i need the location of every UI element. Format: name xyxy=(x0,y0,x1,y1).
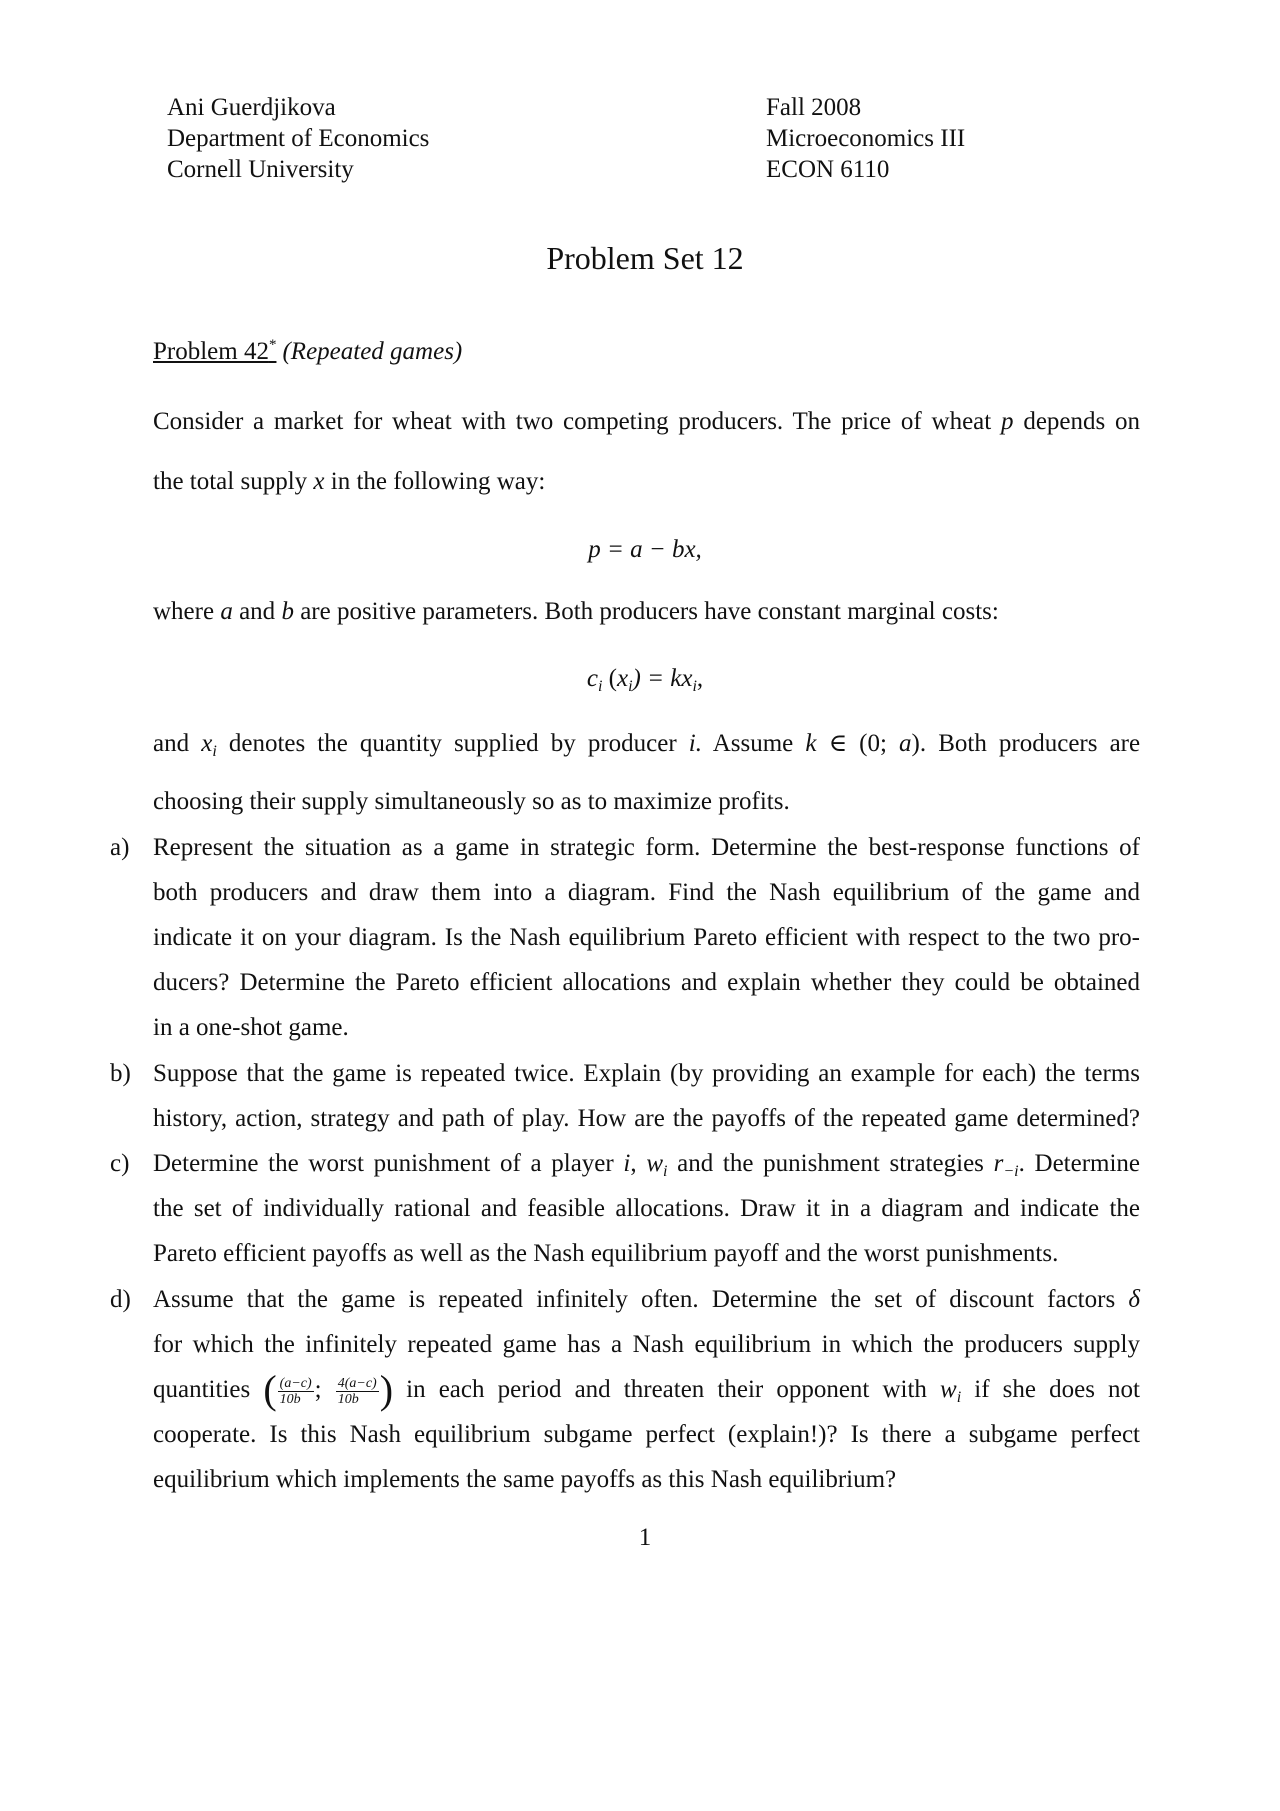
item-b-label: b) xyxy=(110,1060,131,1087)
problem-topic: (Repeated games) xyxy=(282,338,463,365)
item-c-line-2: the set of individually rational and feasible allocations. Draw it in a diagram and indicate the xyxy=(153,1195,1140,1222)
item-d-line-3: quantities ( $\frac{(a-c)}{10b}$ ; $\frac{4(a-c)}{10b}$ ) in each period and threaten their opponent with $w_i$ if she does not xyxy=(153,1367,1140,1413)
page-title: Problem Set 12 xyxy=(546,240,744,276)
item-a-label: a) xyxy=(110,834,130,861)
intro-line-1: Consider a market for wheat with two competing producers. The price of wheat p depends on xyxy=(153,408,1141,435)
item-d-line-2: for which the infinitely repeated game has a Nash equilibrium in which the producers supply xyxy=(153,1331,1140,1358)
problem-number: Problem 42* xyxy=(153,337,277,365)
author-block xyxy=(167,92,429,185)
intro-line-2: the total supply x in the following way: xyxy=(153,468,546,495)
item-c-label: c) xyxy=(110,1150,130,1177)
page-number: 1 xyxy=(638,1524,652,1551)
item-c-line-3: Pareto efficient payoffs as well as the Nash equilibrium payoff and the worst punishments. xyxy=(153,1240,1059,1267)
item-a-line-5: in a one-shot game. xyxy=(153,1014,349,1041)
course-code: ECON 6110 xyxy=(766,156,890,183)
item-a-line-4: ducers? Determine the Pareto efficient allocations and explain whether they could be obtained xyxy=(153,969,1140,996)
fraction-1: $\frac{(a-c)}{10b}$ xyxy=(279,1376,312,1407)
author-university: Cornell University xyxy=(167,156,354,183)
item-c-line-1: Determine the worst punishment of a player i, $w_i$ and the punishment strategies $r_{-i}$. Determine xyxy=(153,1150,1141,1180)
intro-line-4: and $x_i$ denotes the quantity supplied by producer i. Assume k ∈ (0; a). Both producers are xyxy=(153,730,1141,760)
fraction-2: $\frac{4(a-c)}{10b}$ xyxy=(337,1376,377,1407)
course-term: Fall 2008 xyxy=(766,94,862,121)
problem-heading xyxy=(153,337,462,366)
author-department: Department of Economics xyxy=(167,125,430,152)
author-name: Ani Guerdjikova xyxy=(167,94,336,121)
item-d-line-5: equilibrium which implements the same payoffs as this Nash equilibrium? xyxy=(153,1466,897,1493)
intro-line-5: choosing their supply simultaneously so as to maximize profits. xyxy=(153,788,790,815)
item-d-line-4: cooperate. Is this Nash equilibrium subgame perfect (explain!)? Is there a subgame perfect xyxy=(153,1421,1140,1448)
problem-star: * xyxy=(268,337,277,353)
intro-line-3: where a and b are positive parameters. Both producers have constant marginal costs: xyxy=(153,598,999,625)
item-a-line-1: Represent the situation as a game in strategic form. Determine the best-response functions of xyxy=(153,834,1140,861)
item-b-line-1: Suppose that the game is repeated twice. Explain (by providing an example for each) the terms xyxy=(153,1060,1140,1087)
item-a-line-2: both producers and draw them into a diagram. Find the Nash equilibrium of the game and xyxy=(153,879,1140,906)
price-equation: p = a − bx, xyxy=(588,536,702,563)
item-a-line-3: indicate it on your diagram. Is the Nash equilibrium Pareto efficient with respect to the two pro- xyxy=(153,924,1140,951)
cost-equation: $c_i$ $(x_i) = kx_i$, xyxy=(586,665,704,695)
item-d-line-1: Assume that the game is repeated infinitely often. Determine the set of discount factors δ xyxy=(153,1286,1141,1313)
item-d-label: d) xyxy=(110,1286,131,1313)
course-name: Microeconomics III xyxy=(766,125,966,152)
course-block xyxy=(766,92,965,185)
item-b-line-2: history, action, strategy and path of play. How are the payoffs of the repeated game determined? xyxy=(153,1105,1140,1132)
